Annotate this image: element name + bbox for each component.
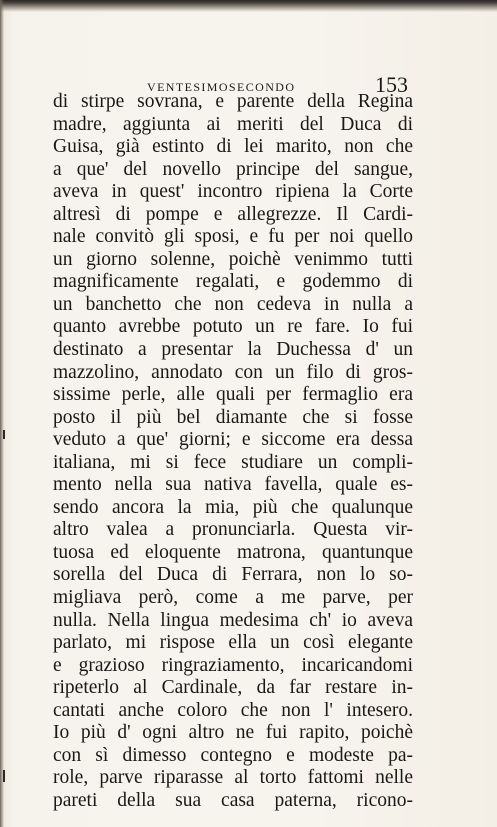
text-line: nulla. Nella lingua medesima ch' io aveva (53, 609, 413, 631)
page-left-edge-shadow (0, 0, 4, 827)
text-line: con sì dimesso contegno e modeste pa- (53, 744, 413, 766)
text-line: Io più d' ogni altro ne fui rapito, poichè (53, 722, 413, 744)
text-line: di stirpe sovrana, e parente della Regina (53, 91, 413, 112)
binding-mark (3, 770, 5, 782)
page-number: 153 (375, 72, 408, 97)
text-line: cantati anche coloro che non l' intesero. (53, 699, 413, 721)
text-line: altresì di pompe e allegrezze. Il Cardi- (53, 203, 413, 225)
text-line: mazzolino, annodato con un filo di gros- (53, 361, 413, 383)
text-line: aveva in quest' incontro ripiena la Corte (53, 181, 413, 203)
text-line: pareti della sua casa paterna, ricono- (53, 789, 413, 811)
text-line: sorella del Duca di Ferrara, non lo so- (53, 564, 413, 586)
text-line: Guisa, già estinto di lei marito, non che (53, 136, 413, 158)
text-line: quanto avrebbe potuto un re fare. Io fui (53, 316, 413, 338)
text-line: mento nella sua nativa favella, quale es- (53, 474, 413, 496)
text-line: madre, aggiunta ai meriti del Duca di (53, 113, 413, 135)
text-line: migliava però, come a me parve, per (53, 587, 413, 609)
text-line: magnificamente regalati, e godemmo di (53, 271, 413, 293)
text-line: sendo ancora la mia, più che qualunque (53, 496, 413, 518)
text-line: un giorno solenne, poichè venimmo tutti (53, 248, 413, 270)
text-line: altro valea a pronunciarla. Questa vir- (53, 519, 413, 541)
text-line: veduto a que' giorni; e siccome era dessa (53, 429, 413, 451)
text-line: role, parve riparasse al torto fattomi nelle (53, 767, 413, 789)
text-line: posto il più bel diamante che si fosse (53, 406, 413, 428)
text-line: e grazioso ringraziamento, incaricandomi (53, 654, 413, 676)
text-line: nale convitò gli sposi, e fu per noi quello (53, 226, 413, 248)
text-line: italiana, mi si fece studiare un compli- (53, 451, 413, 473)
text-line: a que' del novello principe del sangue, (53, 158, 413, 180)
page-top-edge-shadow (0, 0, 497, 12)
running-head: VENTESIMOSECONDO (147, 80, 296, 94)
text-line: sissime perle, alle quali per fermaglio era (53, 384, 413, 406)
binding-mark (3, 430, 5, 439)
text-line: tuosa ed eloquente matrona, quantunque (53, 541, 413, 563)
text-line: ripeterlo al Cardinale, da far restare in- (53, 677, 413, 699)
text-line: destinato a presentar la Duchessa d' un (53, 339, 413, 361)
text-line: un banchetto che non cedeva in nulla a (53, 293, 413, 315)
body-text (53, 91, 413, 813)
text-line: parlato, mi rispose ella un così elegante (53, 632, 413, 654)
